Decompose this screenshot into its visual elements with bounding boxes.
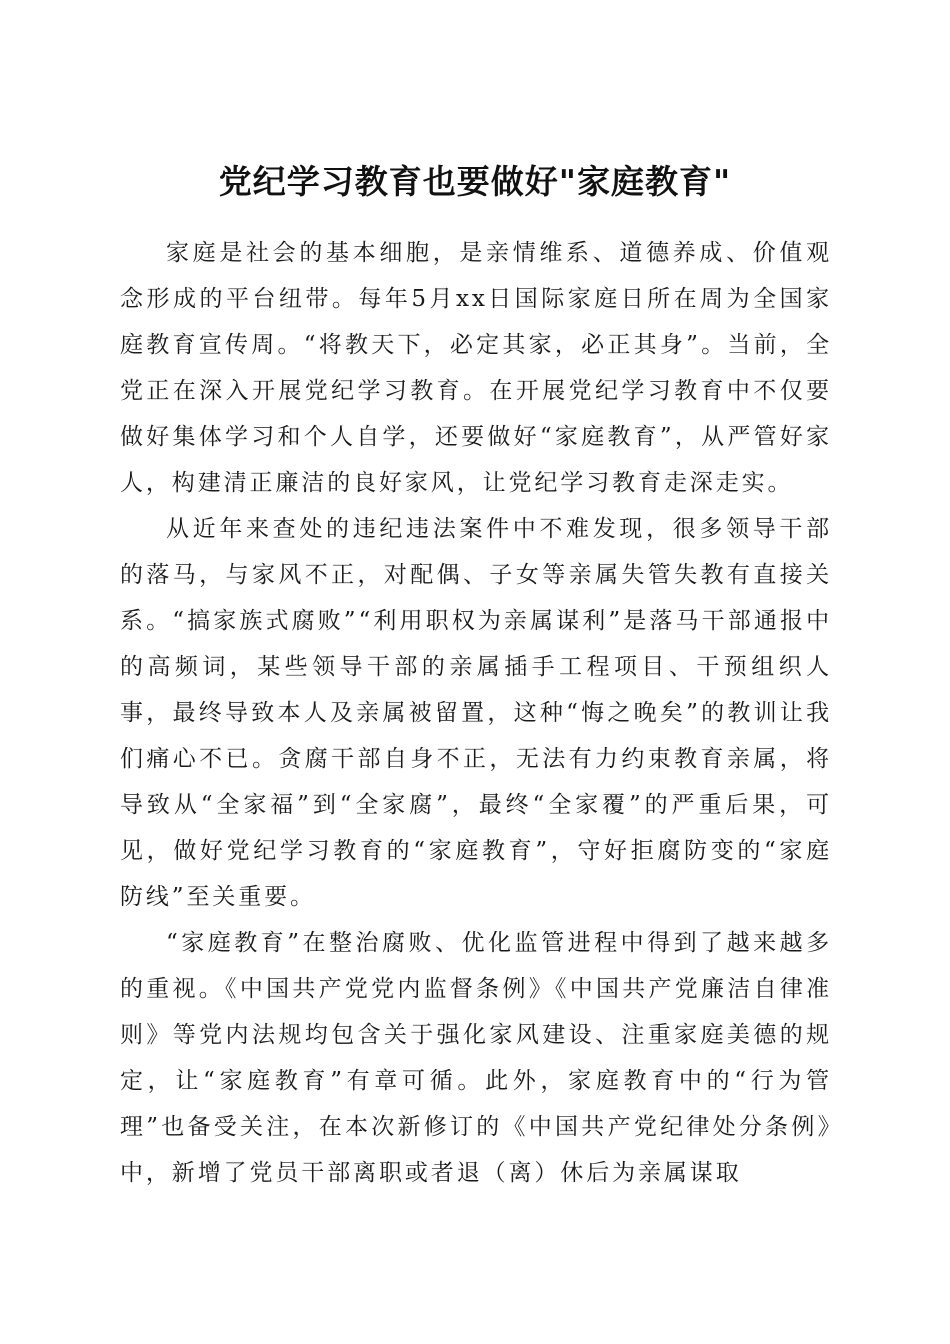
document-title: 党纪学习教育也要做好"家庭教育" [218, 162, 732, 202]
paragraph-party-regulations: “家庭教育”在整治腐败、优化监管进程中得到了越来越多的重视。《中国共产党党内监督条例》《中国共产党廉洁自律准则》等党内法规均包含关于强化家风建设、注重家庭美德的规定，让“家庭教育”有章可循。此外，家庭教育中的“行为管理”也备受关注，在本次新修订的《中国共产党纪律处分条例》中，新增了党员干部离职或者退（离）休后为亲属谋取 [120, 930, 832, 1186]
paragraph-family-education-intro: 家庭是社会的基本细胞，是亲情维系、道德养成、价值观念形成的平台纽带。每年5月xx日国际家庭日所在周为全国家庭教育宣传周。“将教天下，必定其家，必正其身”。当前，全党正在深入开展党纪学习教育。在开展党纪学习教育中不仅要做好集体学习和个人自学，还要做好“家庭教育”，从严管好家人，构建清正廉洁的良好家风，让党纪学习教育走深走实。 [120, 240, 832, 496]
document-body [120, 230, 832, 1196]
paragraph-corruption-cases: 从近年来查处的违纪违法案件中不难发现，很多领导干部的落马，与家风不正，对配偶、子女等亲属失管失教有直接关系。“搞家族式腐败”“利用职权为亲属谋利”是落马干部通报中的高频词，某些领导干部的亲属插手工程项目、干预组织人事，最终导致本人及亲属被留置，这种“悔之晚矣”的教训让我们痛心不已。贪腐干部自身不正，无法有力约束教育亲属，将导致从“全家福”到“全家腐”，最终“全家覆”的严重后果，可见，做好党纪学习教育的“家庭教育”，守好拒腐防变的“家庭防线”至关重要。 [120, 516, 832, 910]
